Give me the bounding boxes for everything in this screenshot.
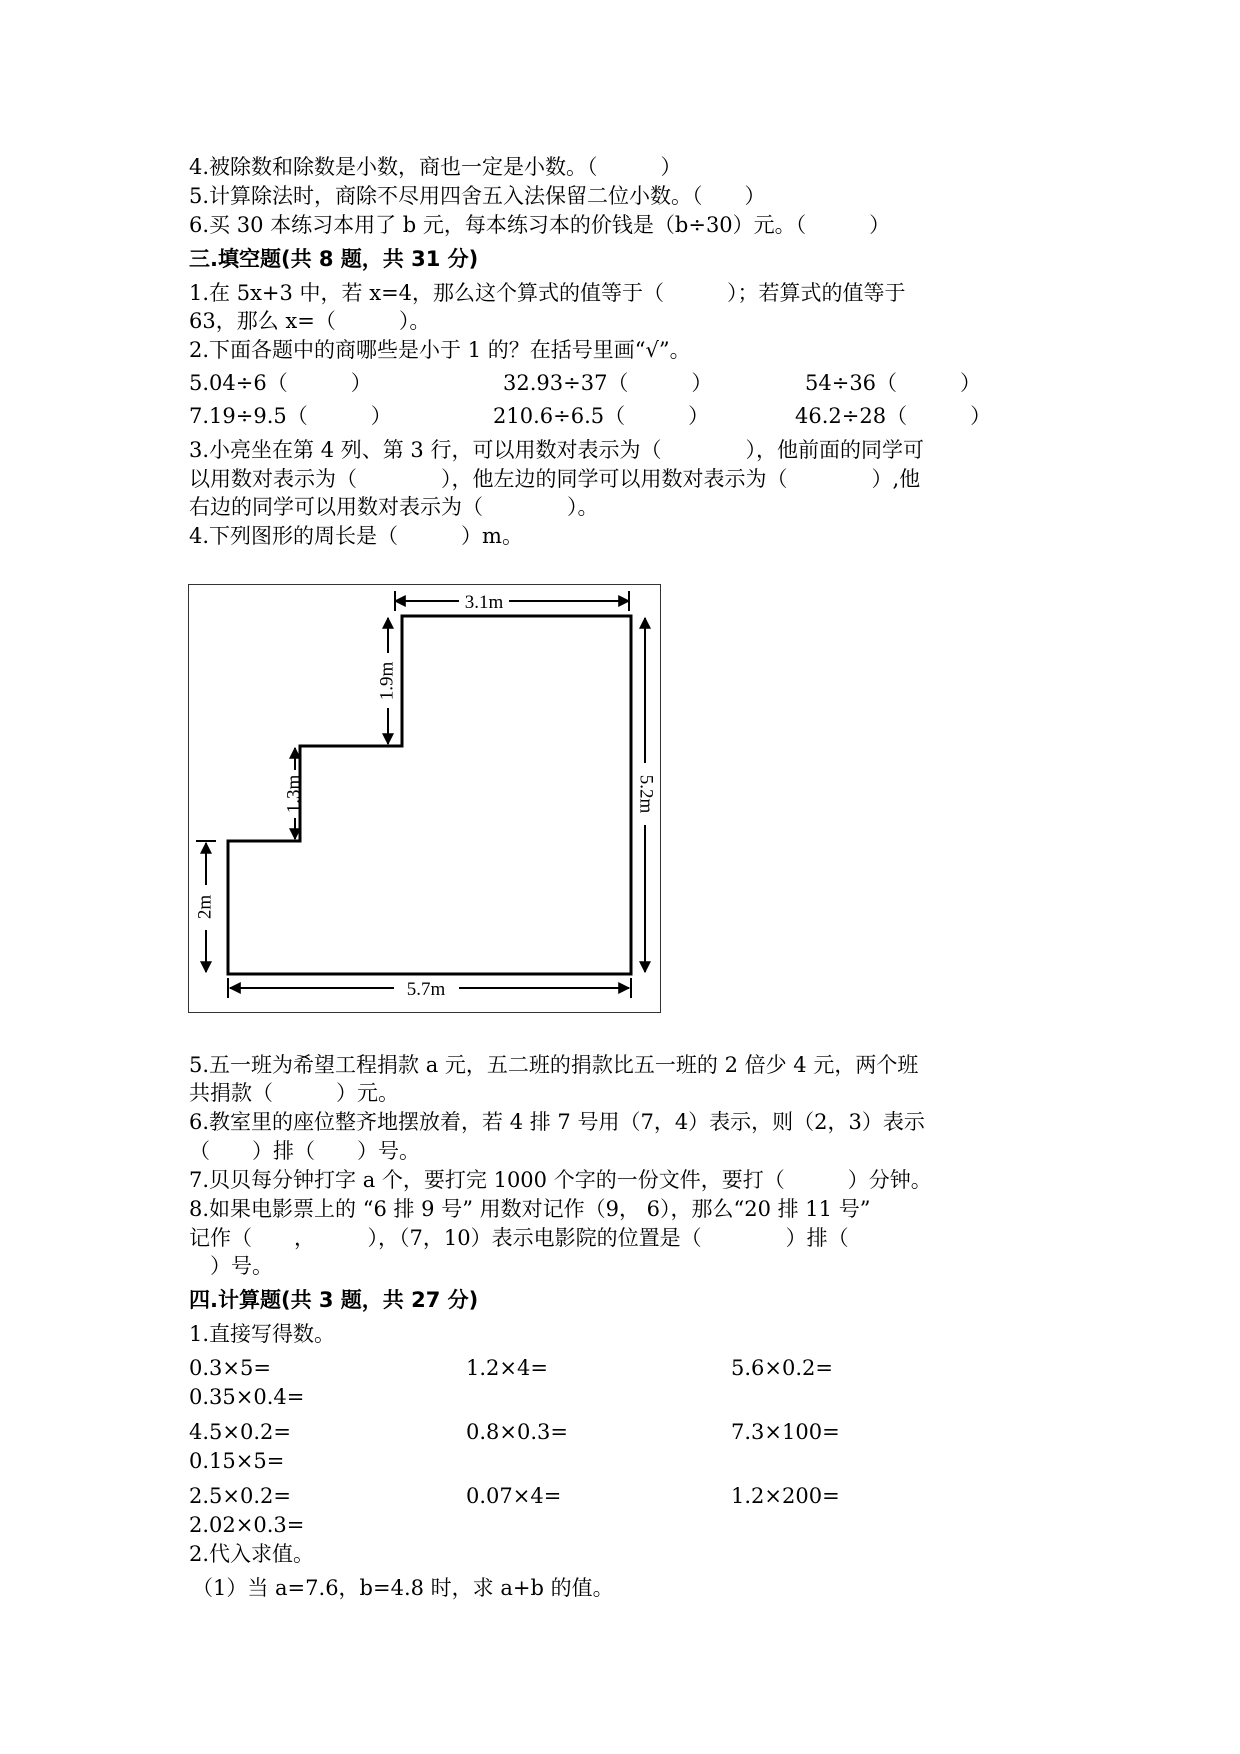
question-3-8-line-2: 记作（ ， ），（7，10）表示电影院的位置是（ ）排（ — [189, 1226, 849, 1250]
calc-item: 1.2×200= — [731, 1484, 840, 1508]
question-3-7: 7.贝贝每分钟打字 a 个，要打完 1000 个字的一份文件，要打（ ）分钟。 — [189, 1168, 932, 1192]
question-3-8-line-1: 8.如果电影票上的 “6 排 9 号” 用数对记作（9， 6），那么“20 排 11 号” — [189, 1197, 871, 1221]
question-3-2-item: 210.6÷6.5（ ） — [493, 404, 710, 428]
question-3-3-line-3: 右边的同学可以用数对表示为（ ）。 — [189, 495, 599, 519]
section-4-heading: 四.计算题(共 3 题，共 27 分) — [189, 1288, 479, 1312]
label-right: 5.2m — [635, 774, 657, 814]
label-step-upper: 1.9m — [376, 661, 398, 701]
calc-item: 2.02×0.3= — [189, 1513, 305, 1537]
question-3-3-line-2: 以用数对表示为（ ），他左边的同学可以用数对表示为（ ）,他 — [189, 467, 921, 491]
calc-item: 5.6×0.2= — [731, 1356, 833, 1380]
question-3-4: 4.下列图形的周长是（ ）m。 — [189, 524, 523, 548]
calc-item: 0.3×5= — [189, 1356, 271, 1380]
calc-item: 0.35×0.4= — [189, 1385, 305, 1409]
question-3-5-line-1: 5.五一班为希望工程捐款 a 元，五二班的捐款比五一班的 2 倍少 4 元，两个班 — [189, 1053, 919, 1077]
question-4-2-sub-1: （1）当 a=7.6，b=4.8 时，求 a+b 的值。 — [192, 1576, 614, 1600]
question-3-3-line-1: 3.小亮坐在第 4 列、第 3 行，可以用数对表示为（ ），他前面的同学可 — [189, 438, 924, 462]
question-3-1-line-2: 63，那么 x=（ ）。 — [189, 309, 431, 333]
section-3-heading: 三.填空题(共 8 题，共 31 分) — [189, 247, 479, 271]
question-3-2-item: 32.93÷37（ ） — [503, 371, 713, 395]
question-2-4: 4.被除数和除数是小数，商也一定是小数。（ ） — [189, 155, 682, 179]
calc-item: 7.3×100= — [731, 1420, 840, 1444]
question-3-6-line-2: （ ）排（ ）号。 — [189, 1139, 420, 1163]
calc-item: 0.8×0.3= — [466, 1420, 568, 1444]
question-3-1-line-1: 1.在 5x+3 中，若 x=4，那么这个算式的值等于（ ）；若算式的值等于 — [189, 281, 906, 305]
question-2-6: 6.买 30 本练习本用了 b 元，每本练习本的价钱是（b÷30）元。（ ） — [189, 213, 891, 237]
calc-item: 0.15×5= — [189, 1449, 285, 1473]
label-left: 2m — [194, 894, 216, 920]
question-3-2: 2.下面各题中的商哪些是小于 1 的？在括号里画“√”。 — [189, 338, 691, 362]
calc-item: 0.07×4= — [466, 1484, 562, 1508]
question-3-2-item: 7.19÷9.5（ ） — [189, 404, 392, 428]
question-4-1: 1.直接写得数。 — [189, 1322, 336, 1346]
question-4-2: 2.代入求值。 — [189, 1542, 315, 1566]
question-3-2-item: 46.2÷28（ ） — [795, 404, 992, 428]
label-step-lower: 1.3m — [283, 774, 305, 814]
calc-item: 2.5×0.2= — [189, 1484, 291, 1508]
question-3-2-item: 54÷36（ ） — [805, 371, 982, 395]
label-bottom: 5.7m — [406, 979, 446, 1000]
calc-item: 1.2×4= — [466, 1356, 548, 1380]
calc-item: 4.5×0.2= — [189, 1420, 291, 1444]
perimeter-figure — [188, 584, 661, 1013]
question-3-8-line-3: ）号。 — [189, 1254, 273, 1278]
question-2-5: 5.计算除法时，商除不尽用四舍五入法保留二位小数。（ ） — [189, 184, 766, 208]
question-3-2-item: 5.04÷6（ ） — [189, 371, 372, 395]
question-3-6-line-1: 6.教室里的座位整齐地摆放着，若 4 排 7 号用（7，4）表示，则（2，3）表示 — [189, 1110, 925, 1134]
question-3-5-line-2: 共捐款（ ）元。 — [189, 1081, 399, 1105]
label-top: 3.1m — [464, 592, 504, 613]
